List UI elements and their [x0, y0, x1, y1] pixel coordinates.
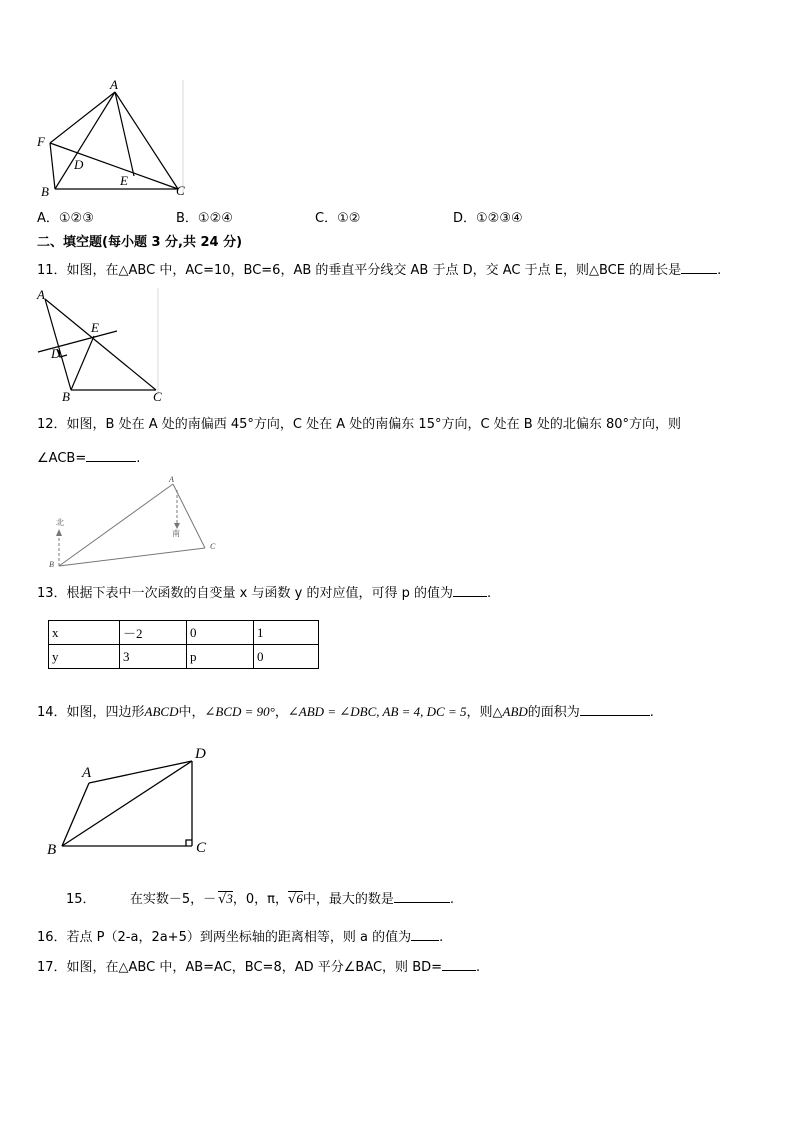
q14-condition-2: ∠ABD = ∠DBC, AB = 4, DC = 5 — [287, 704, 467, 719]
fig10-label-d: D — [74, 157, 84, 172]
q17-text: 17．如图，在△ABC 中，AB=AC，BC=8，AD 平分∠BAC，则 BD= — [37, 960, 443, 975]
table-cell: 0 — [187, 621, 254, 645]
q16-end: . — [439, 930, 444, 945]
choice-c-letter: C． — [315, 211, 338, 226]
q14-condition-1: ∠BCD = 90° — [204, 704, 275, 719]
q14-quad: ABCD — [144, 704, 179, 719]
q15-radicand-2: 6 — [296, 891, 303, 906]
q15-number: 15． — [66, 892, 96, 907]
q16-answer-blank[interactable] — [411, 928, 439, 941]
q11-text: 11．如图，在△ABC 中，AC=10，BC=6，AB 的垂直平分线交 AB 于点 D，交 AC 于点 E，则△BCE 的周长是 — [37, 263, 682, 278]
fig14-label-b: B — [47, 842, 57, 858]
q15-mid: ，0，π， — [232, 892, 289, 907]
fig14-label-d: D — [195, 746, 206, 762]
q14-end: . — [649, 705, 654, 720]
fig12-label-b: B — [49, 560, 54, 569]
q15-answer-blank[interactable] — [394, 890, 450, 903]
q14-mid1: 中， — [178, 705, 205, 720]
section-heading: 二、填空题(每小题 3 分,共 24 分) — [37, 235, 243, 250]
fig12-north-label: 北 — [56, 518, 64, 527]
q13-text: 13．根据下表中一次函数的自变量 x 与函数 y 的对应值，可得 p 的值为 — [37, 586, 453, 601]
table-cell: y — [49, 645, 120, 669]
choice-a-text: ①②③ — [58, 211, 94, 226]
q14-prefix: 14．如图，四边形 — [37, 705, 145, 720]
fig10-label-a: A — [110, 77, 118, 92]
q15-sqrt-3: √3 — [218, 891, 233, 907]
question-15 — [66, 890, 454, 908]
table-cell: 3 — [120, 645, 187, 669]
fig10-label-c: C — [176, 183, 185, 198]
table-cell: －2 — [120, 621, 187, 645]
table-cell: 0 — [254, 645, 319, 669]
q14-mid2: ，则△ — [466, 705, 503, 720]
q15-radicand-1: 3 — [226, 891, 233, 906]
question-17 — [37, 958, 480, 976]
fig12-south-label: 南 — [172, 529, 180, 538]
table-cell: p — [187, 645, 254, 669]
fig10-label-f: F — [37, 134, 45, 149]
choice-c-text: ①② — [337, 211, 361, 226]
fig11-label-c: C — [153, 389, 162, 404]
table-cell: x — [49, 621, 120, 645]
choice-b-letter: B． — [176, 211, 198, 226]
q17-end: . — [476, 960, 481, 975]
fig14-label-a: A — [82, 765, 92, 781]
q14-suffix: 的面积为 — [527, 705, 580, 720]
q12-end: . — [136, 451, 141, 466]
fig11-label-b: B — [62, 389, 70, 404]
question-16 — [37, 928, 443, 946]
q15-end: . — [449, 892, 454, 907]
choice-b-text: ①②④ — [197, 211, 233, 226]
q15-prefix: 在实数－5，－ — [129, 892, 217, 907]
choice-d-letter: D． — [453, 211, 477, 226]
q15-suffix: 中，最大的数是 — [302, 892, 394, 907]
fig11-label-e: E — [91, 320, 99, 335]
fig11-label-a: A — [37, 287, 45, 302]
fig11-label-d: D — [51, 346, 61, 361]
q13-end: . — [486, 586, 492, 601]
q11-end: . — [717, 263, 722, 278]
fig10-label-b: B — [41, 184, 49, 199]
table-cell: 1 — [254, 621, 319, 645]
fig14-label-c: C — [196, 840, 207, 856]
fig12-label-a: A — [169, 475, 174, 484]
choice-a-letter: A． — [37, 211, 59, 226]
q14-triangle: ABD — [502, 704, 528, 719]
question-12-line-1: 12．如图，B 处在 A 处的南偏西 45°方向，C 处在 A 处的南偏东 15°方向，C 处在 B 处的北偏东 80°方向，则 — [37, 417, 682, 432]
fig10-label-e: E — [120, 173, 128, 188]
q15-sqrt-6: √6 — [288, 891, 303, 907]
q14-sep: ， — [274, 705, 288, 720]
q12-prefix: ∠ACB= — [37, 451, 87, 466]
choice-d-text: ①②③④ — [476, 211, 523, 226]
q16-text: 16．若点 P（2-a，2a+5）到两坐标轴的距离相等，则 a 的值为 — [37, 930, 412, 945]
fig12-label-c: C — [210, 542, 216, 551]
q17-answer-blank[interactable] — [442, 958, 476, 971]
